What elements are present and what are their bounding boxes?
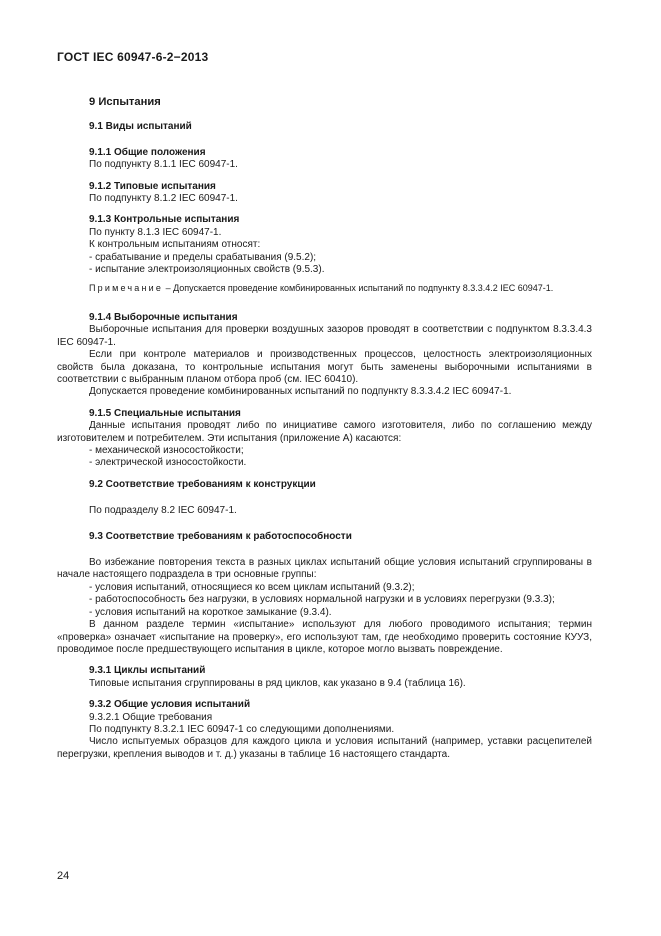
paragraph: Данные испытания проводят либо по инициативе самого изготовителя, либо по соглашению между изготовителем и потребителем. Эти испытания (приложение А) касаются:	[57, 420, 592, 444]
page-number: 24	[57, 870, 70, 882]
standard-header: ГОСТ IEC 60947-6-2−2013	[57, 50, 209, 64]
paragraph: Допускается проведение комбинированных испытаний по подпункту 8.3.3.4.2 IEC 60947-1.	[89, 386, 512, 398]
note-text: – Допускается проведение комбинированных испытаний по подпункту 8.3.3.4.2 IEC 60947-1.	[163, 283, 554, 294]
clause-9-1-2-text: По подпункту 8.1.2 IEC 60947-1.	[89, 193, 238, 205]
subsection-9-3-title: 9.3 Соответствие требованиям к работоспособности	[89, 530, 352, 542]
clause-9-1-3-line: По пункту 8.1.3 IEC 60947-1.	[89, 226, 222, 238]
paragraph: В данном разделе термин «испытание» используют для любого проводимого испытания; термин «проверка» означает «испытание на проверку», его используют там, где необходимо проверить состояние КУУЗ, проводимое после предшествующего испытания в цикле, которое могло вызвать повреждение.	[57, 619, 592, 655]
paragraph: Выборочные испытания для проверки воздушных зазоров проводят в соответствии с подпунктом 8.3.3.4.3 IEC 60947-1.	[57, 324, 592, 348]
subsection-9-2-title: 9.2 Соответствие требованиям к конструкции	[89, 478, 316, 490]
list-item: - механической износостойкости;	[89, 445, 244, 457]
clause-9-3-1-title: 9.3.1 Циклы испытаний	[89, 665, 206, 677]
list-item: - испытание электроизоляционных свойств (9.5.3).	[89, 264, 325, 276]
paragraph: Типовые испытания сгруппированы в ряд циклов, как указано в 9.4 (таблица 16).	[89, 677, 466, 689]
paragraph: Во избежание повторения текста в разных циклах испытаний общие условия испытаний сгруппированы в начале настоящего подраздела в три основные группы:	[57, 557, 592, 581]
list-item: - условия испытаний, относящиеся ко всем циклам испытаний (9.3.2);	[89, 581, 415, 593]
clause-9-3-2-1-title: 9.3.2.1 Общие требования	[89, 711, 213, 723]
note-label: Примечание	[89, 283, 164, 294]
document-body	[57, 96, 592, 761]
subsection-9-2-text: По подразделу 8.2 IEC 60947-1.	[89, 505, 237, 517]
clause-9-1-1-text: По подпункту 8.1.1 IEC 60947-1.	[89, 159, 238, 171]
clause-9-1-2-title: 9.1.2 Типовые испытания	[89, 180, 216, 192]
paragraph: Число испытуемых образцов для каждого цикла и условия испытаний (например, уставки расцепителей перегрузки, крепления выводов и т. д.) указаны в таблице 16 настоящего стандарта.	[57, 736, 592, 760]
clause-9-1-3-line: К контрольным испытаниям относят:	[89, 239, 261, 251]
clause-9-1-4-title: 9.1.4 Выборочные испытания	[89, 311, 238, 323]
list-item: - срабатывание и пределы срабатывания (9.5.2);	[89, 251, 317, 263]
subsection-9-1-title: 9.1 Виды испытаний	[89, 121, 192, 133]
paragraph: По подпункту 8.3.2.1 IEC 60947-1 со следующими дополнениями.	[89, 723, 395, 735]
clause-9-1-3-title: 9.1.3 Контрольные испытания	[89, 214, 240, 226]
list-item: - условия испытаний на короткое замыкание (9.3.4).	[89, 606, 332, 618]
clause-9-3-2-title: 9.3.2 Общие условия испытаний	[89, 699, 251, 711]
clause-9-1-1-title: 9.1.1 Общие положения	[89, 146, 206, 158]
list-item: - электрической износостойкости.	[89, 457, 247, 469]
clause-9-1-5-title: 9.1.5 Специальные испытания	[89, 407, 241, 419]
note	[57, 283, 592, 295]
section-title: 9 Испытания	[89, 96, 161, 108]
paragraph: Если при контроле материалов и производственных процессов, целостность электроизоляционных свойств была доказана, то контрольные испытания могут быть заменены выборочными испытаниями в соответствии с выбранным планом отбора проб (см. IEC 60410).	[57, 349, 592, 385]
list-item: - работоспособность без нагрузки, в условиях нормальной нагрузки и в условиях перегрузки (9.3.3);	[89, 594, 555, 606]
